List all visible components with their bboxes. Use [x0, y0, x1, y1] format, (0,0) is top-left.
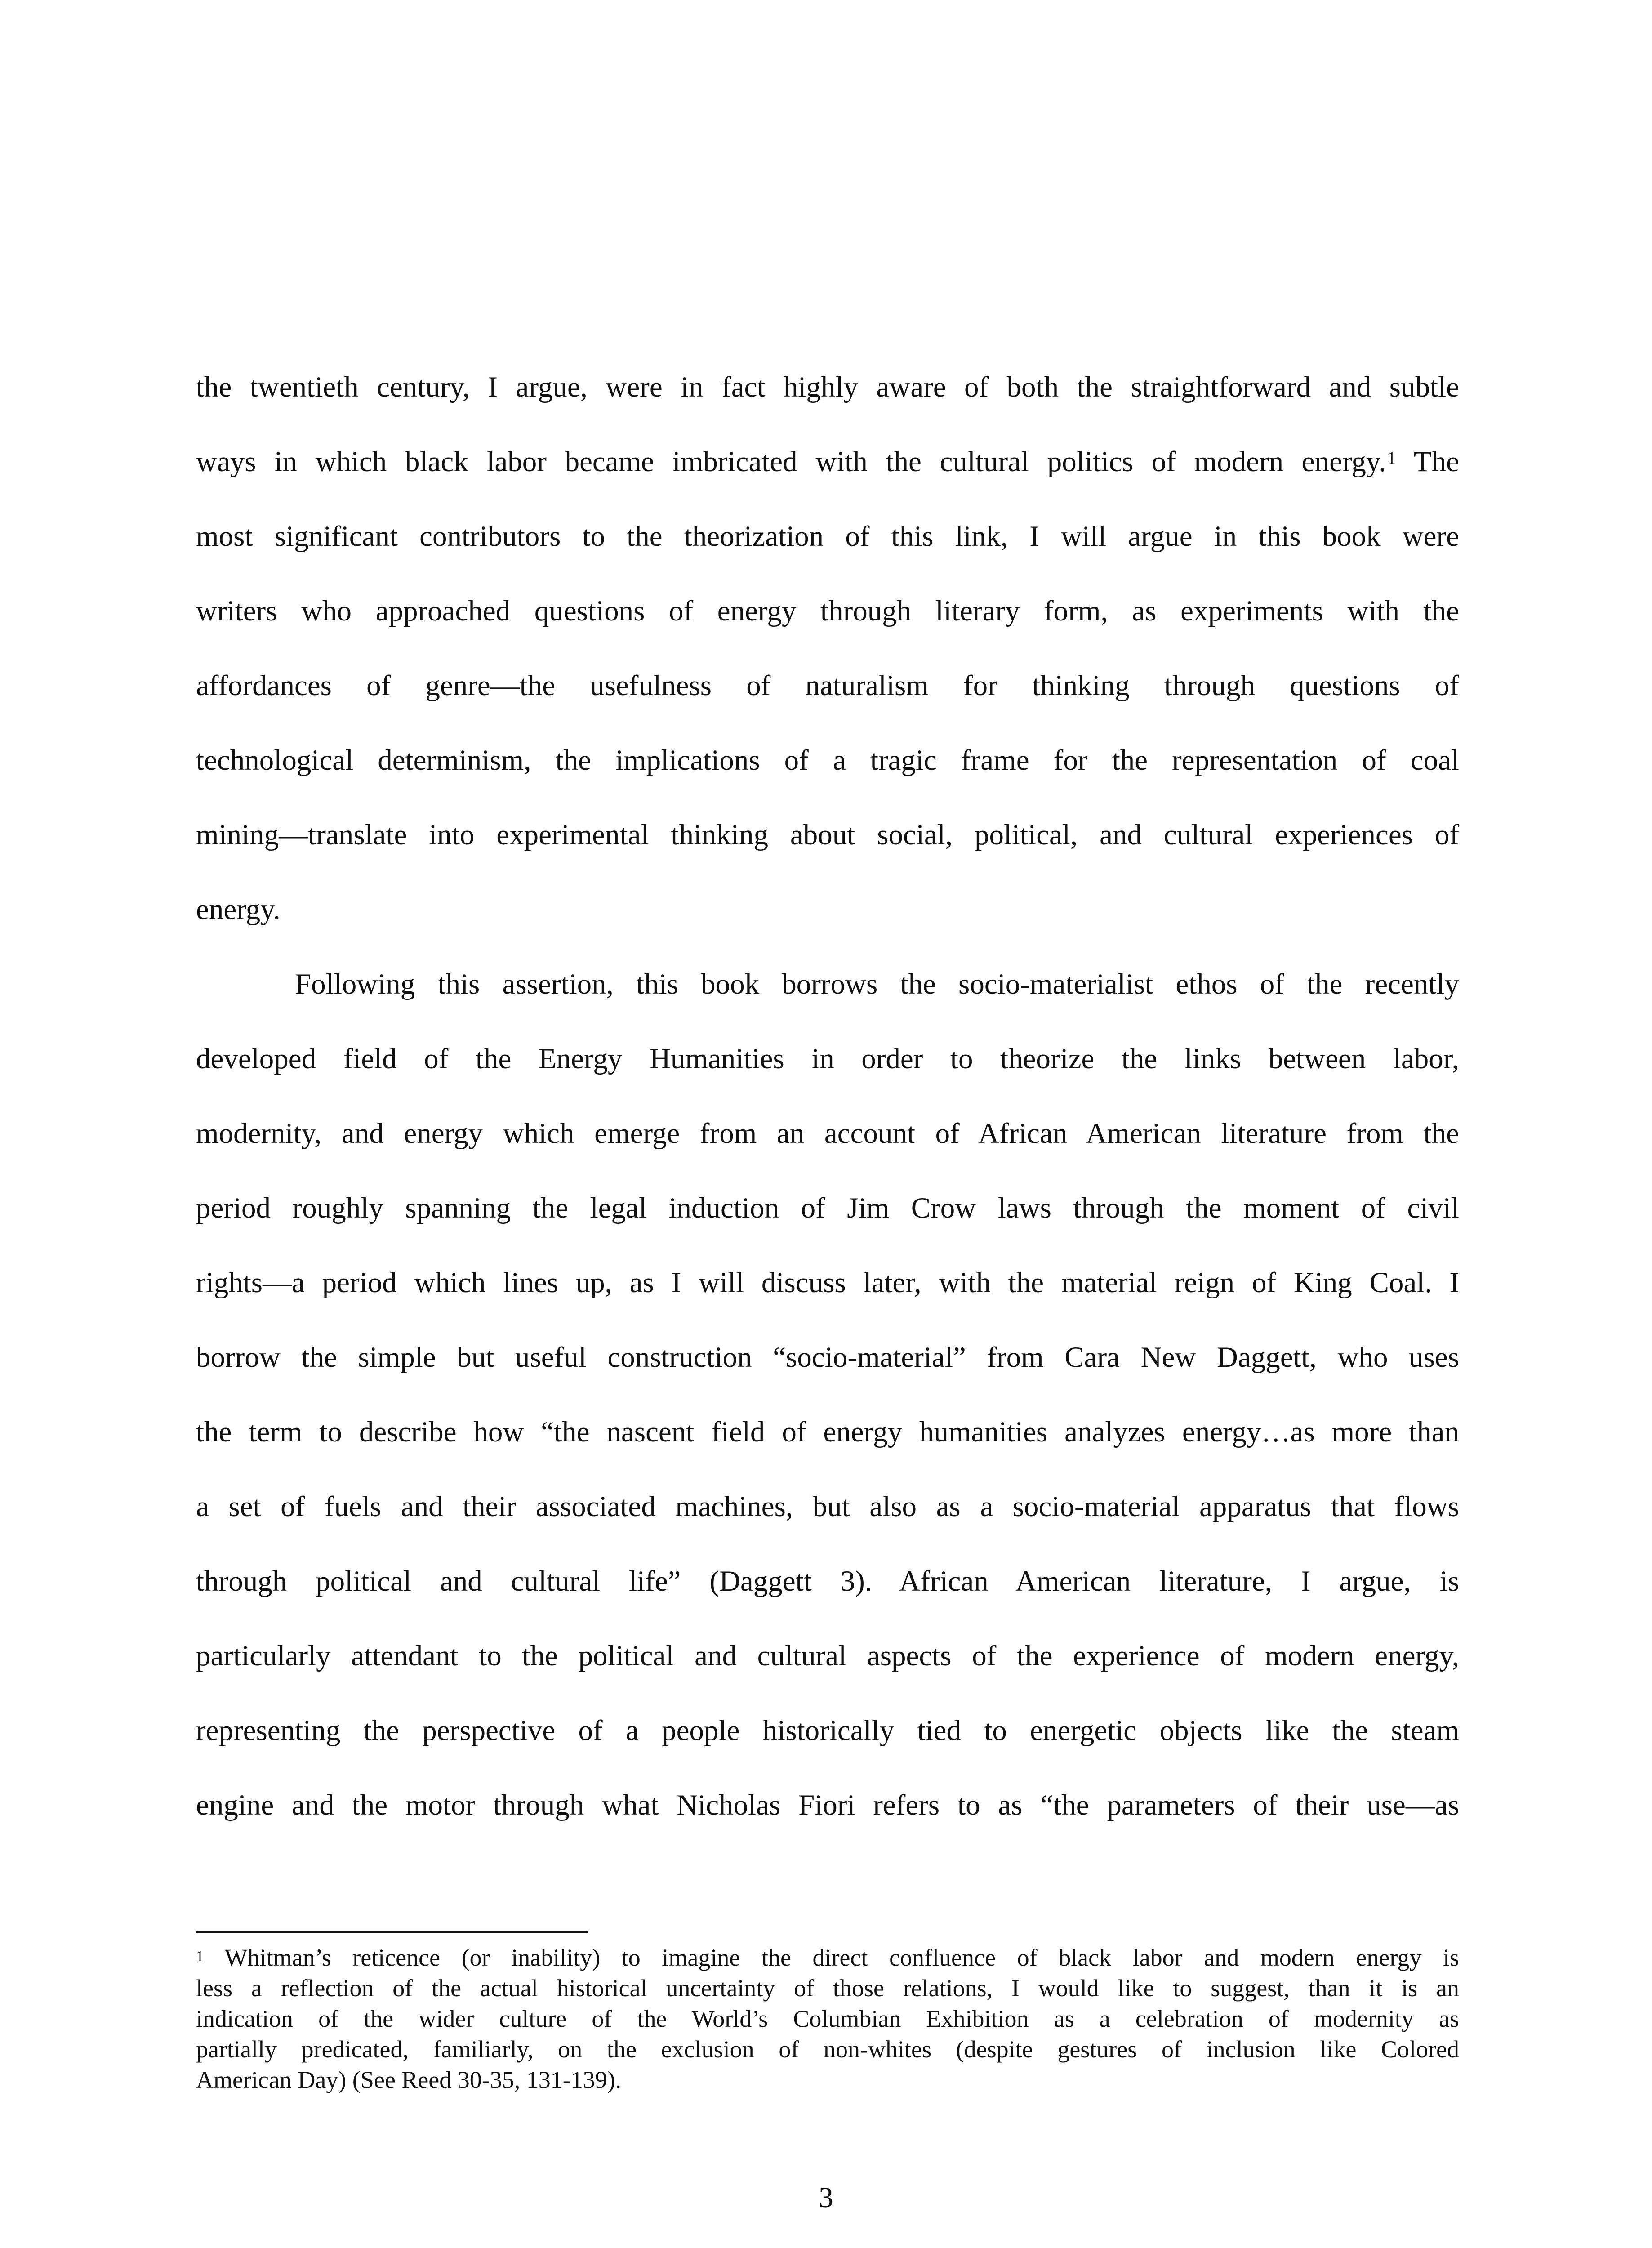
- paragraph-2-line: rights—a period which lines up, as I will discuss later, with the material reign of King Coal. I: [196, 1267, 1459, 1299]
- paragraph-2-line: representing the perspective of a people historically tied to energetic objects like the steam: [196, 1714, 1459, 1747]
- paragraph-1-line: energy.: [196, 893, 281, 926]
- footnote-line: [196, 1942, 1459, 1973]
- paragraph-2-line: particularly attendant to the political and cultural aspects of the experience of modern energy,: [196, 1640, 1459, 1672]
- footnote-separator: [196, 1931, 588, 1933]
- paragraph-1-line: affordances of genre—the usefulness of naturalism for thinking through questions of: [196, 669, 1459, 702]
- paragraph-2-line: engine and the motor through what Nicholas Fiori refers to as “the parameters of their use—as: [196, 1789, 1459, 1821]
- footnote-reference[interactable]: 1: [1387, 448, 1396, 468]
- page-number: 3: [819, 2181, 833, 2214]
- paragraph-2-line: Following this assertion, this book borrows the socio-materialist ethos of the recently: [295, 968, 1459, 1000]
- footnote-line: less a reflection of the actual historical uncertainty of those relations, I would like to suggest, than it is an: [196, 1975, 1459, 2002]
- paragraph-1-line: mining—translate into experimental thinking about social, political, and cultural experiences of: [196, 819, 1459, 851]
- paragraph-2-line: through political and cultural life” (Daggett 3). African American literature, I argue, is: [196, 1565, 1459, 1597]
- footnote-line-text: Whitman’s reticence (or inability) to imagine the direct confluence of black labor and modern energy is: [204, 1944, 1459, 1971]
- paragraph-1-line: the twentieth century, I argue, were in fact highly aware of both the straightforward and subtle: [196, 371, 1459, 403]
- paragraph-2-line: a set of fuels and their associated machines, but also as a socio-material apparatus that flows: [196, 1490, 1459, 1523]
- footnote: [196, 1942, 1459, 2095]
- footnote-line: American Day) (See Reed 30-35, 131-139).: [196, 2066, 622, 2093]
- paragraph-1-line: technological determinism, the implications of a tragic frame for the representation of coal: [196, 744, 1459, 776]
- paragraph-2-line: developed field of the Energy Humanities in order to theorize the links between labor,: [196, 1043, 1459, 1075]
- paragraph-2-line: period roughly spanning the legal induction of Jim Crow laws through the moment of civil: [196, 1192, 1459, 1224]
- paragraph-1-line: writers who approached questions of energy through literary form, as experiments with the: [196, 595, 1459, 627]
- paragraph-2-line: the term to describe how “the nascent field of energy humanities analyzes energy…as more than: [196, 1416, 1459, 1448]
- paragraph-2-line: modernity, and energy which emerge from an account of African American literature from the: [196, 1117, 1459, 1150]
- footnote-number: 1: [196, 1948, 204, 1965]
- paragraph-1-line-continuation: The: [1396, 446, 1459, 478]
- paragraph-1-line: most significant contributors to the theorization of this link, I will argue in this book were: [196, 520, 1459, 553]
- footnote-line: partially predicated, familiarly, on the exclusion of non-whites (despite gestures of inclusion like Colored: [196, 2036, 1459, 2063]
- paragraph-2-line: borrow the simple but useful construction “socio-material” from Cara New Daggett, who uses: [196, 1341, 1459, 1374]
- paragraph-1-line-text: ways in which black labor became imbricated with the cultural politics of modern energy.: [196, 446, 1386, 478]
- body-text: [196, 350, 1459, 1842]
- paragraph-1-line-with-footnote-ref: [196, 424, 1459, 499]
- footnote-line: indication of the wider culture of the World’s Columbian Exhibition as a celebration of modernity as: [196, 2005, 1459, 2032]
